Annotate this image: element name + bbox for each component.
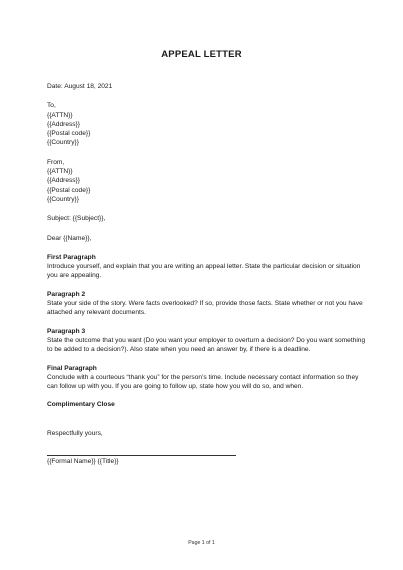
- complimentary-close-heading: Complimentary Close: [47, 401, 115, 409]
- section-final-paragraph: [47, 364, 369, 392]
- section-body: Introduce yourself, and explain that you are writing an appeal letter. State the particular decision or situation you are appealing.: [47, 263, 361, 280]
- section-body: Conclude with a courteous “thank you” for the person’s time. Include necessary contact information so they can follow up with you. If you are going to follow up, state how you will do so, and when.: [47, 373, 359, 391]
- sender-block: [47, 158, 369, 204]
- letter-body: [47, 82, 369, 466]
- signature-line: [47, 455, 236, 456]
- section-heading: Final Paragraph: [47, 364, 97, 372]
- document-title: APPEAL LETTER: [161, 49, 242, 60]
- section-body: State the outcome that you want (Do you want your employer to overturn a decision? Do you want something to be added to a decision?). Also state when you need an answer by, if there is a deadline.: [47, 336, 366, 354]
- section-heading: Paragraph 2: [47, 290, 86, 298]
- subject-line: Subject: {{Subject}},: [47, 215, 106, 223]
- date-line: Date: August 18, 2021: [47, 83, 113, 90]
- signature-name-title: {{Formal Name}} {{Title}}: [47, 458, 119, 466]
- sender-attn: {{ATTN}}: [47, 168, 73, 176]
- section-heading: First Paragraph: [47, 253, 96, 261]
- sender-postal-code: {{Postal code}}: [47, 186, 91, 194]
- page-footer: Page 1 of 1: [188, 540, 215, 546]
- recipient-address: {{Address}}: [47, 120, 80, 128]
- recipient-attn: {{ATTN}}: [47, 111, 73, 119]
- recipient-block: [47, 101, 369, 147]
- section-heading: Paragraph 3: [47, 327, 86, 335]
- recipient-postal-code: {{Postal code}}: [47, 130, 91, 138]
- section-first-paragraph: [47, 253, 369, 281]
- recipient-label: To,: [47, 102, 56, 110]
- sender-address: {{Address}}: [47, 177, 80, 185]
- section-body: State your side of the story. Were facts overlooked? If so, provide those facts. State whether or not you have attached any relevant documents.: [47, 300, 363, 317]
- section-paragraph-2: [47, 290, 369, 318]
- sender-label: From,: [47, 158, 65, 166]
- section-paragraph-3: [47, 327, 369, 355]
- salutation: Dear {{Name}},: [47, 234, 92, 242]
- recipient-country: {{Country}}: [47, 139, 79, 147]
- sender-country: {{Country}}: [47, 195, 79, 203]
- closing-line: Respectfully yours,: [47, 429, 103, 437]
